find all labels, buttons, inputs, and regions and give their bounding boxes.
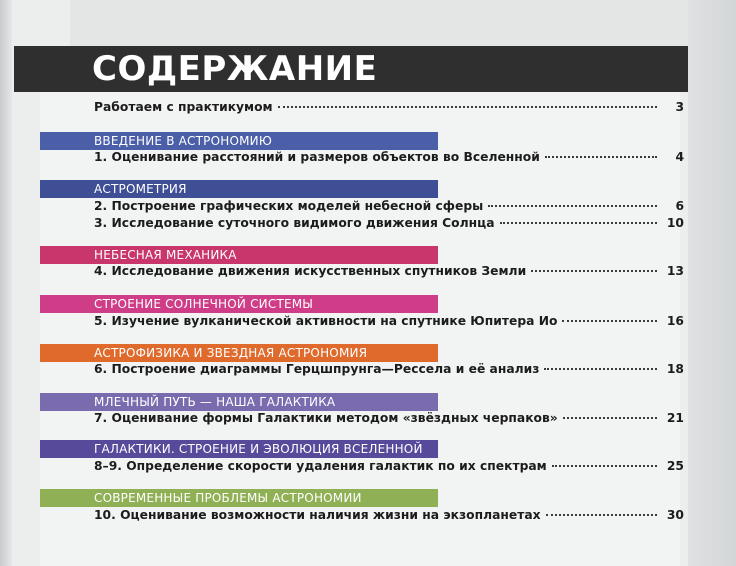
toc-entry-5: [94, 314, 684, 332]
toc-page-number: 18: [666, 362, 684, 376]
toc-entry-4: [94, 264, 684, 282]
dot-leader: [500, 222, 657, 224]
toc-entry-intro: [94, 100, 684, 118]
toc-page-number: 16: [666, 314, 684, 328]
section-heading-astrophysics: АСТРОФИЗИКА И ЗВЕЗДНАЯ АСТРОНОМИЯ: [40, 344, 438, 362]
section-heading-celestial-mechanics: НЕБЕСНАЯ МЕХАНИКА: [40, 246, 438, 264]
toc-page-number: 6: [675, 199, 684, 213]
section-heading-modern-problems: СОВРЕМЕННЫЕ ПРОБЛЕМЫ АСТРОНОМИИ: [40, 489, 438, 507]
toc-entry-text: 5. Изучение вулканической активности на спутнике Юпитера Ио: [94, 314, 558, 328]
toc-entry-10: [94, 508, 684, 526]
top-page-strip: [70, 0, 688, 46]
section-heading-milky-way: МЛЕЧНЫЙ ПУТЬ — НАША ГАЛАКТИКА: [40, 393, 438, 411]
dot-leader: [562, 320, 657, 322]
toc-page-number: 30: [666, 508, 684, 522]
dot-leader: [531, 270, 657, 272]
toc-entry-text: 4. Исследование движения искусственных спутников Земли: [94, 264, 527, 278]
toc-page-number: 25: [666, 459, 684, 473]
toc-page-number: 4: [675, 150, 684, 164]
toc-entry-1: [94, 150, 684, 168]
toc-entry-text: 10. Оценивание возможности наличия жизни на экзопланетах: [94, 508, 541, 522]
toc-entry-text: 3. Исследование суточного видимого движения Солнца: [94, 216, 495, 230]
section-heading-galaxies: ГАЛАКТИКИ. СТРОЕНИЕ И ЭВОЛЮЦИЯ ВСЕЛЕННОЙ: [40, 440, 438, 458]
toc-entry-3: [94, 216, 684, 234]
toc-page-number: 13: [666, 264, 684, 278]
dot-leader: [545, 156, 657, 158]
toc-entry-8-9: [94, 459, 684, 477]
toc-entry-text: Работаем с практикумом: [94, 100, 273, 114]
dot-leader: [546, 514, 657, 516]
toc-page-number: 3: [675, 100, 684, 114]
toc-entry-6: [94, 362, 684, 380]
dot-leader: [563, 417, 657, 419]
toc-entry-2: [94, 199, 684, 217]
page-title: СОДЕРЖАНИЕ: [92, 49, 378, 89]
toc-entry-text: 6. Построение диаграммы Герцшпрунга—Рессела и её анализ: [94, 362, 540, 376]
toc-entry-text: 2. Построение графических моделей небесной сферы: [94, 199, 484, 213]
toc-entry-text: 1. Оценивание расстояний и размеров объектов во Вселенной: [94, 150, 540, 164]
toc-page-number: 10: [666, 216, 684, 230]
toc-page-number: 21: [666, 411, 684, 425]
page-edge-shadow: [0, 0, 12, 566]
section-heading-solar-system: СТРОЕНИЕ СОЛНЕЧНОЙ СИСТЕМЫ: [40, 295, 438, 313]
toc-entry-text: 8–9. Определение скорости удаления галактик по их спектрам: [94, 459, 547, 473]
dot-leader: [488, 205, 657, 207]
section-heading-astrometry: АСТРОМЕТРИЯ: [40, 180, 438, 198]
dot-leader: [552, 465, 657, 467]
dot-leader: [278, 106, 657, 108]
section-heading-introduction: ВВЕДЕНИЕ В АСТРОНОМИЮ: [40, 132, 438, 150]
toc-entry-text: 7. Оценивание формы Галактики методом «звёздных черпаков»: [94, 411, 558, 425]
dot-leader: [544, 368, 657, 370]
toc-entry-7: [94, 411, 684, 429]
page-right-margin: [688, 0, 736, 566]
